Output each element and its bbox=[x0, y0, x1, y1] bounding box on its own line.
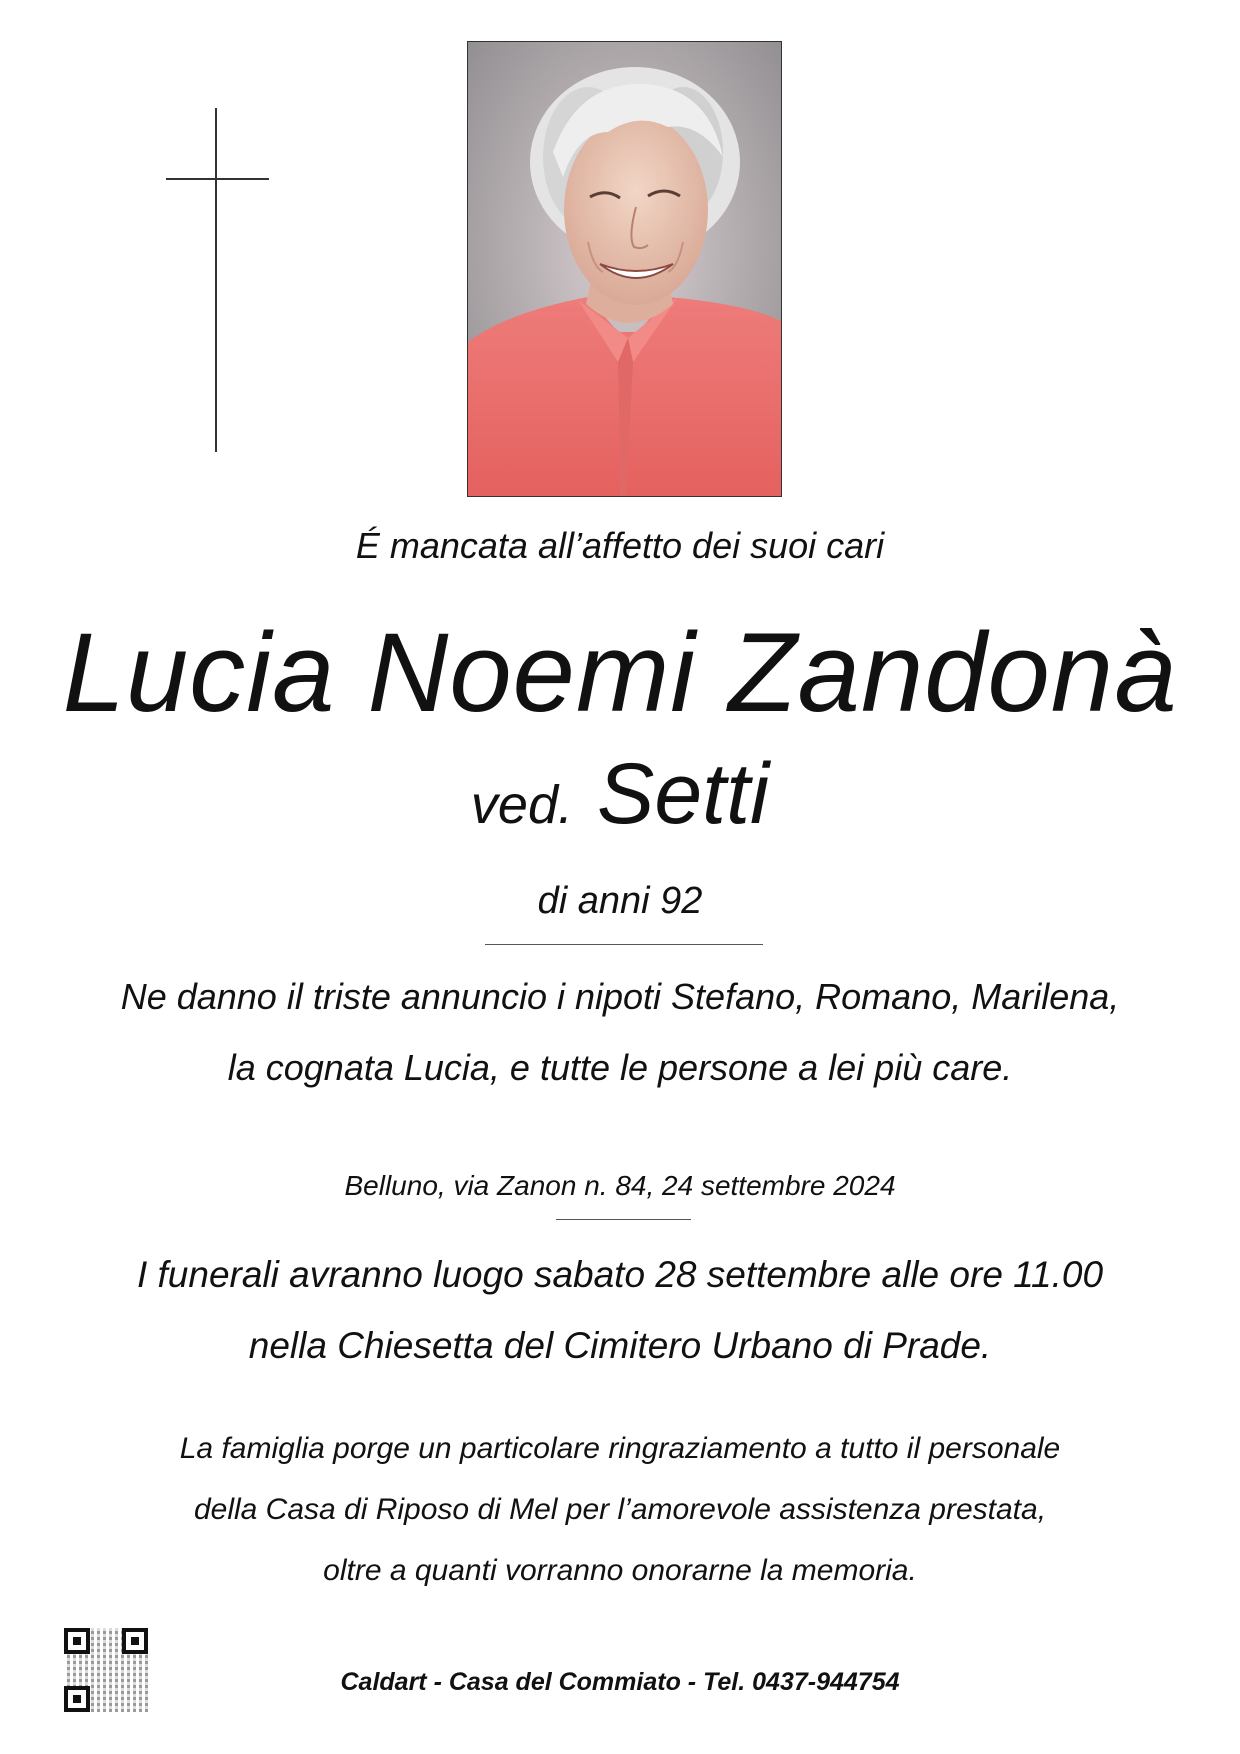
portrait-photo bbox=[467, 41, 782, 497]
widow-prefix: ved. bbox=[470, 775, 573, 835]
portrait-illustration bbox=[468, 42, 782, 497]
age-text: di anni 92 bbox=[537, 880, 703, 922]
announcement-line: Ne danno il triste annuncio i nipoti Stefano, Romano, Marilena, bbox=[120, 976, 1120, 1017]
funeral-info-line: I funerali avranno luogo sabato 28 settembre alle ore 11.00 bbox=[136, 1254, 1104, 1295]
thanks-line: della Casa di Riposo di Mel per l’amorevole assistenza prestata, bbox=[193, 1493, 1047, 1526]
intro-text: É mancata all’affetto dei suoi cari bbox=[355, 525, 885, 566]
divider-rule bbox=[556, 1219, 691, 1220]
cross-vertical-bar bbox=[215, 108, 217, 452]
deceased-name: Lucia Noemi Zandonà bbox=[62, 610, 1178, 735]
funeral-info-line: nella Chiesetta del Cimitero Urbano di Prade. bbox=[248, 1325, 992, 1366]
divider-rule bbox=[485, 944, 763, 945]
thanks-line: oltre a quanti vorranno onorarne la memoria. bbox=[323, 1554, 917, 1587]
qr-finder-pattern bbox=[64, 1628, 90, 1654]
place-date-text: Belluno, via Zanon n. 84, 24 settembre 2024 bbox=[344, 1170, 896, 1201]
married-name-line bbox=[0, 745, 1240, 844]
funeral-home-contact: Caldart - Casa del Commiato - Tel. 0437-944754 bbox=[340, 1668, 900, 1696]
announcement-line: la cognata Lucia, e tutte le persone a lei più care. bbox=[227, 1047, 1013, 1088]
thanks-line: La famiglia porge un particolare ringraziamento a tutto il personale bbox=[179, 1432, 1061, 1465]
cross-horizontal-bar bbox=[166, 178, 269, 180]
qr-finder-pattern bbox=[122, 1628, 148, 1654]
married-surname: Setti bbox=[596, 746, 770, 842]
